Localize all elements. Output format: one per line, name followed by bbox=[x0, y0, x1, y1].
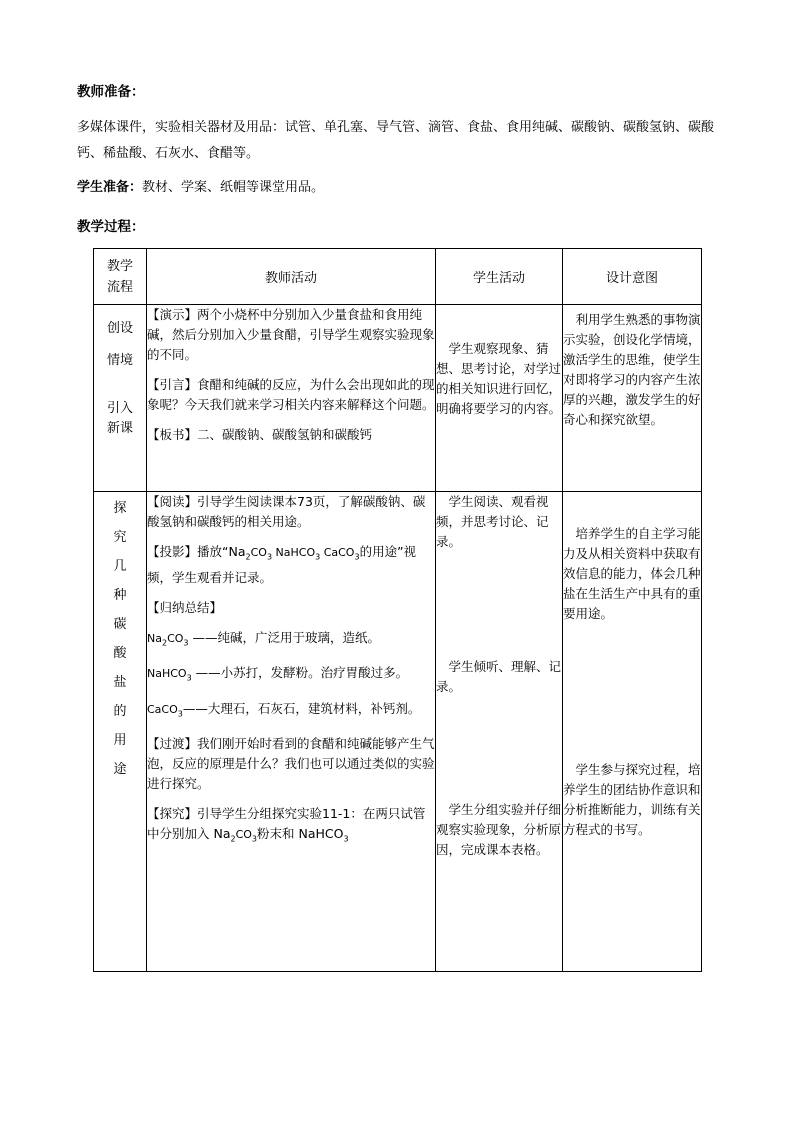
proj-sub-c: 3 bbox=[315, 552, 321, 562]
row2-reading: 【阅读】引导学生阅读课本73页，了解碳酸钠、碳酸氢钠和碳酸钙的相关用途。 bbox=[147, 494, 426, 529]
teacher-prep-heading: 教师准备： bbox=[77, 84, 145, 100]
row1-flow-1: 创设 bbox=[106, 321, 133, 336]
row1-student bbox=[436, 305, 563, 492]
row2-flow-3: 几 bbox=[113, 559, 127, 574]
proj-text-d: CaCO bbox=[320, 546, 355, 559]
row2-flow-7: 盐 bbox=[113, 675, 127, 690]
header-teacher: 教师活动 bbox=[147, 249, 436, 305]
row2-caco3 bbox=[147, 699, 435, 725]
header-student: 学生活动 bbox=[436, 249, 563, 305]
row2-na2co3 bbox=[147, 628, 435, 654]
row1-flow-3: 引入 bbox=[106, 401, 133, 416]
teaching-process-table bbox=[93, 248, 702, 972]
table-row bbox=[94, 305, 702, 492]
row2-student bbox=[436, 492, 563, 972]
row2-flow-5: 碳 bbox=[113, 617, 127, 632]
process-heading: 教学过程： bbox=[77, 219, 145, 235]
row2-flow-10: 途 bbox=[113, 762, 127, 777]
row2-flow-1: 探 bbox=[113, 501, 127, 516]
nahco3-a: NaHCO bbox=[147, 667, 187, 680]
explore-b: CO bbox=[235, 828, 252, 841]
student-prep-label: 学生准备： bbox=[77, 180, 143, 195]
na2co3-b: CO bbox=[167, 631, 184, 645]
row1-teacher bbox=[147, 305, 436, 492]
row2-flow-6: 酸 bbox=[113, 646, 127, 661]
row2-intent-1: 培养学生的自主学习能力及从相关资料中获取有效信息的能力，体会几种盐在生活生产中具有的重要用途。 bbox=[563, 526, 701, 621]
na2co3-text: ——纯碱，广泛用于玻璃，造纸。 bbox=[192, 629, 381, 645]
student-prep-text: 教材、学案、纸帽等课堂用品。 bbox=[142, 180, 325, 195]
row1-intent bbox=[563, 305, 702, 492]
explore-sub3: 3 bbox=[251, 834, 258, 844]
na2co3-sub2: 2 bbox=[161, 638, 168, 647]
row2-flow-2: 究 bbox=[113, 530, 127, 545]
header-flow bbox=[94, 249, 147, 305]
row2-projection bbox=[147, 542, 435, 588]
row2-intent bbox=[563, 492, 702, 972]
row1-intent-text: 利用学生熟悉的事物演示实验，创设化学情境，激活学生的思维，使学生对即将学习的内容产生浓厚的兴趣，激发学生的好奇心和探究欲望。 bbox=[563, 312, 701, 427]
explore-c: 粉末和 NaHCO bbox=[257, 826, 344, 841]
proj-sub-a: 2 bbox=[245, 552, 251, 562]
row1-flow bbox=[94, 305, 147, 492]
header-flow-line1: 教学 bbox=[106, 258, 133, 274]
row2-summary: 【归纳总结】 bbox=[147, 599, 223, 615]
row1-flow-2: 情境 bbox=[106, 353, 133, 368]
student-prep-line bbox=[77, 175, 717, 201]
caco3-a: CaCO bbox=[147, 702, 178, 716]
row2-flow bbox=[94, 492, 147, 972]
teacher-prep-text: 多媒体课件，实验相关器材及用品：试管、单孔塞、导气管、滴管、食盐、食用纯碱、碳酸钠、碳酸氢钠、碳酸钙、稀盐酸、石灰水、食醋等。 bbox=[77, 120, 715, 161]
proj-text-c: NaHCO bbox=[272, 546, 316, 559]
row1-flow-4: 新课 bbox=[106, 421, 133, 436]
row2-flow-4: 种 bbox=[113, 588, 127, 603]
row2-student-3: 学生分组实验并仔细观察实验现象，分析原因，完成课本表格。 bbox=[436, 802, 562, 857]
row2-student-1: 学生阅读、观看视频，并思考讨论、记录。 bbox=[436, 494, 549, 549]
proj-text-a: 【投影】播放“Na bbox=[147, 544, 246, 559]
caco3-text: ——大理石，石灰石，建筑材料，补钙剂。 bbox=[182, 700, 421, 716]
caco3-sub3: 3 bbox=[177, 709, 183, 718]
proj-text-b: CO bbox=[250, 546, 267, 559]
na2co3-sub3: 3 bbox=[183, 638, 189, 647]
row2-transition: 【过渡】我们刚开始时看到的食醋和纯碱能够产生气泡，反应的原理是什么？我们也可以通过类似的实验进行探究。 bbox=[147, 736, 435, 791]
proj-sub-b: 3 bbox=[266, 552, 273, 562]
row2-explore bbox=[147, 804, 435, 850]
row1-board: 【板书】二、碳酸钠、碳酸氢钠和碳酸钙 bbox=[147, 427, 373, 442]
na2co3-a: Na bbox=[147, 631, 162, 645]
table-header-row bbox=[94, 249, 702, 305]
proj-text-e: 的用途”视频，学生观看并记录。 bbox=[147, 544, 417, 585]
header-intent: 设计意图 bbox=[563, 249, 702, 305]
row1-intro: 【引言】食醋和纯碱的反应，为什么会出现如此的现象呢？今天我们就来学习相关内容来解释这个问题。 bbox=[147, 377, 435, 412]
header-flow-line2: 流程 bbox=[106, 279, 133, 295]
row2-intent-2: 学生参与探究过程，培养学生的团结协作意识和分析推断能力，训练有关方程式的书写。 bbox=[563, 762, 701, 837]
row2-teacher bbox=[147, 492, 436, 972]
nahco3-text: ——小苏打，发酵粉。治疗胃酸过多。 bbox=[195, 665, 409, 680]
row2-student-2: 学生倾听、理解、记录。 bbox=[436, 659, 562, 694]
row1-demo: 【演示】两个小烧杯中分别加入少量食盐和食用纯碱，然后分别加入少量食醋，引导学生观察实验现象的不同。 bbox=[147, 307, 435, 362]
explore-sub2: 2 bbox=[230, 834, 236, 844]
row2-flow-9: 用 bbox=[113, 733, 127, 748]
nahco3-sub3: 3 bbox=[186, 673, 192, 683]
proj-sub-d: 3 bbox=[354, 552, 360, 562]
row2-nahco3 bbox=[147, 663, 435, 689]
explore-sub3b: 3 bbox=[343, 834, 349, 844]
explore-a: 【探究】引导学生分组探究实验11-1：在两只试管中分别加入 Na bbox=[147, 806, 426, 841]
row2-flow-8: 的 bbox=[113, 704, 127, 719]
row1-student-text: 学生观察现象、猜想、思考讨论，对学过的相关知识进行回忆，明确将要学习的内容。 bbox=[436, 341, 562, 416]
table-row bbox=[94, 492, 702, 972]
